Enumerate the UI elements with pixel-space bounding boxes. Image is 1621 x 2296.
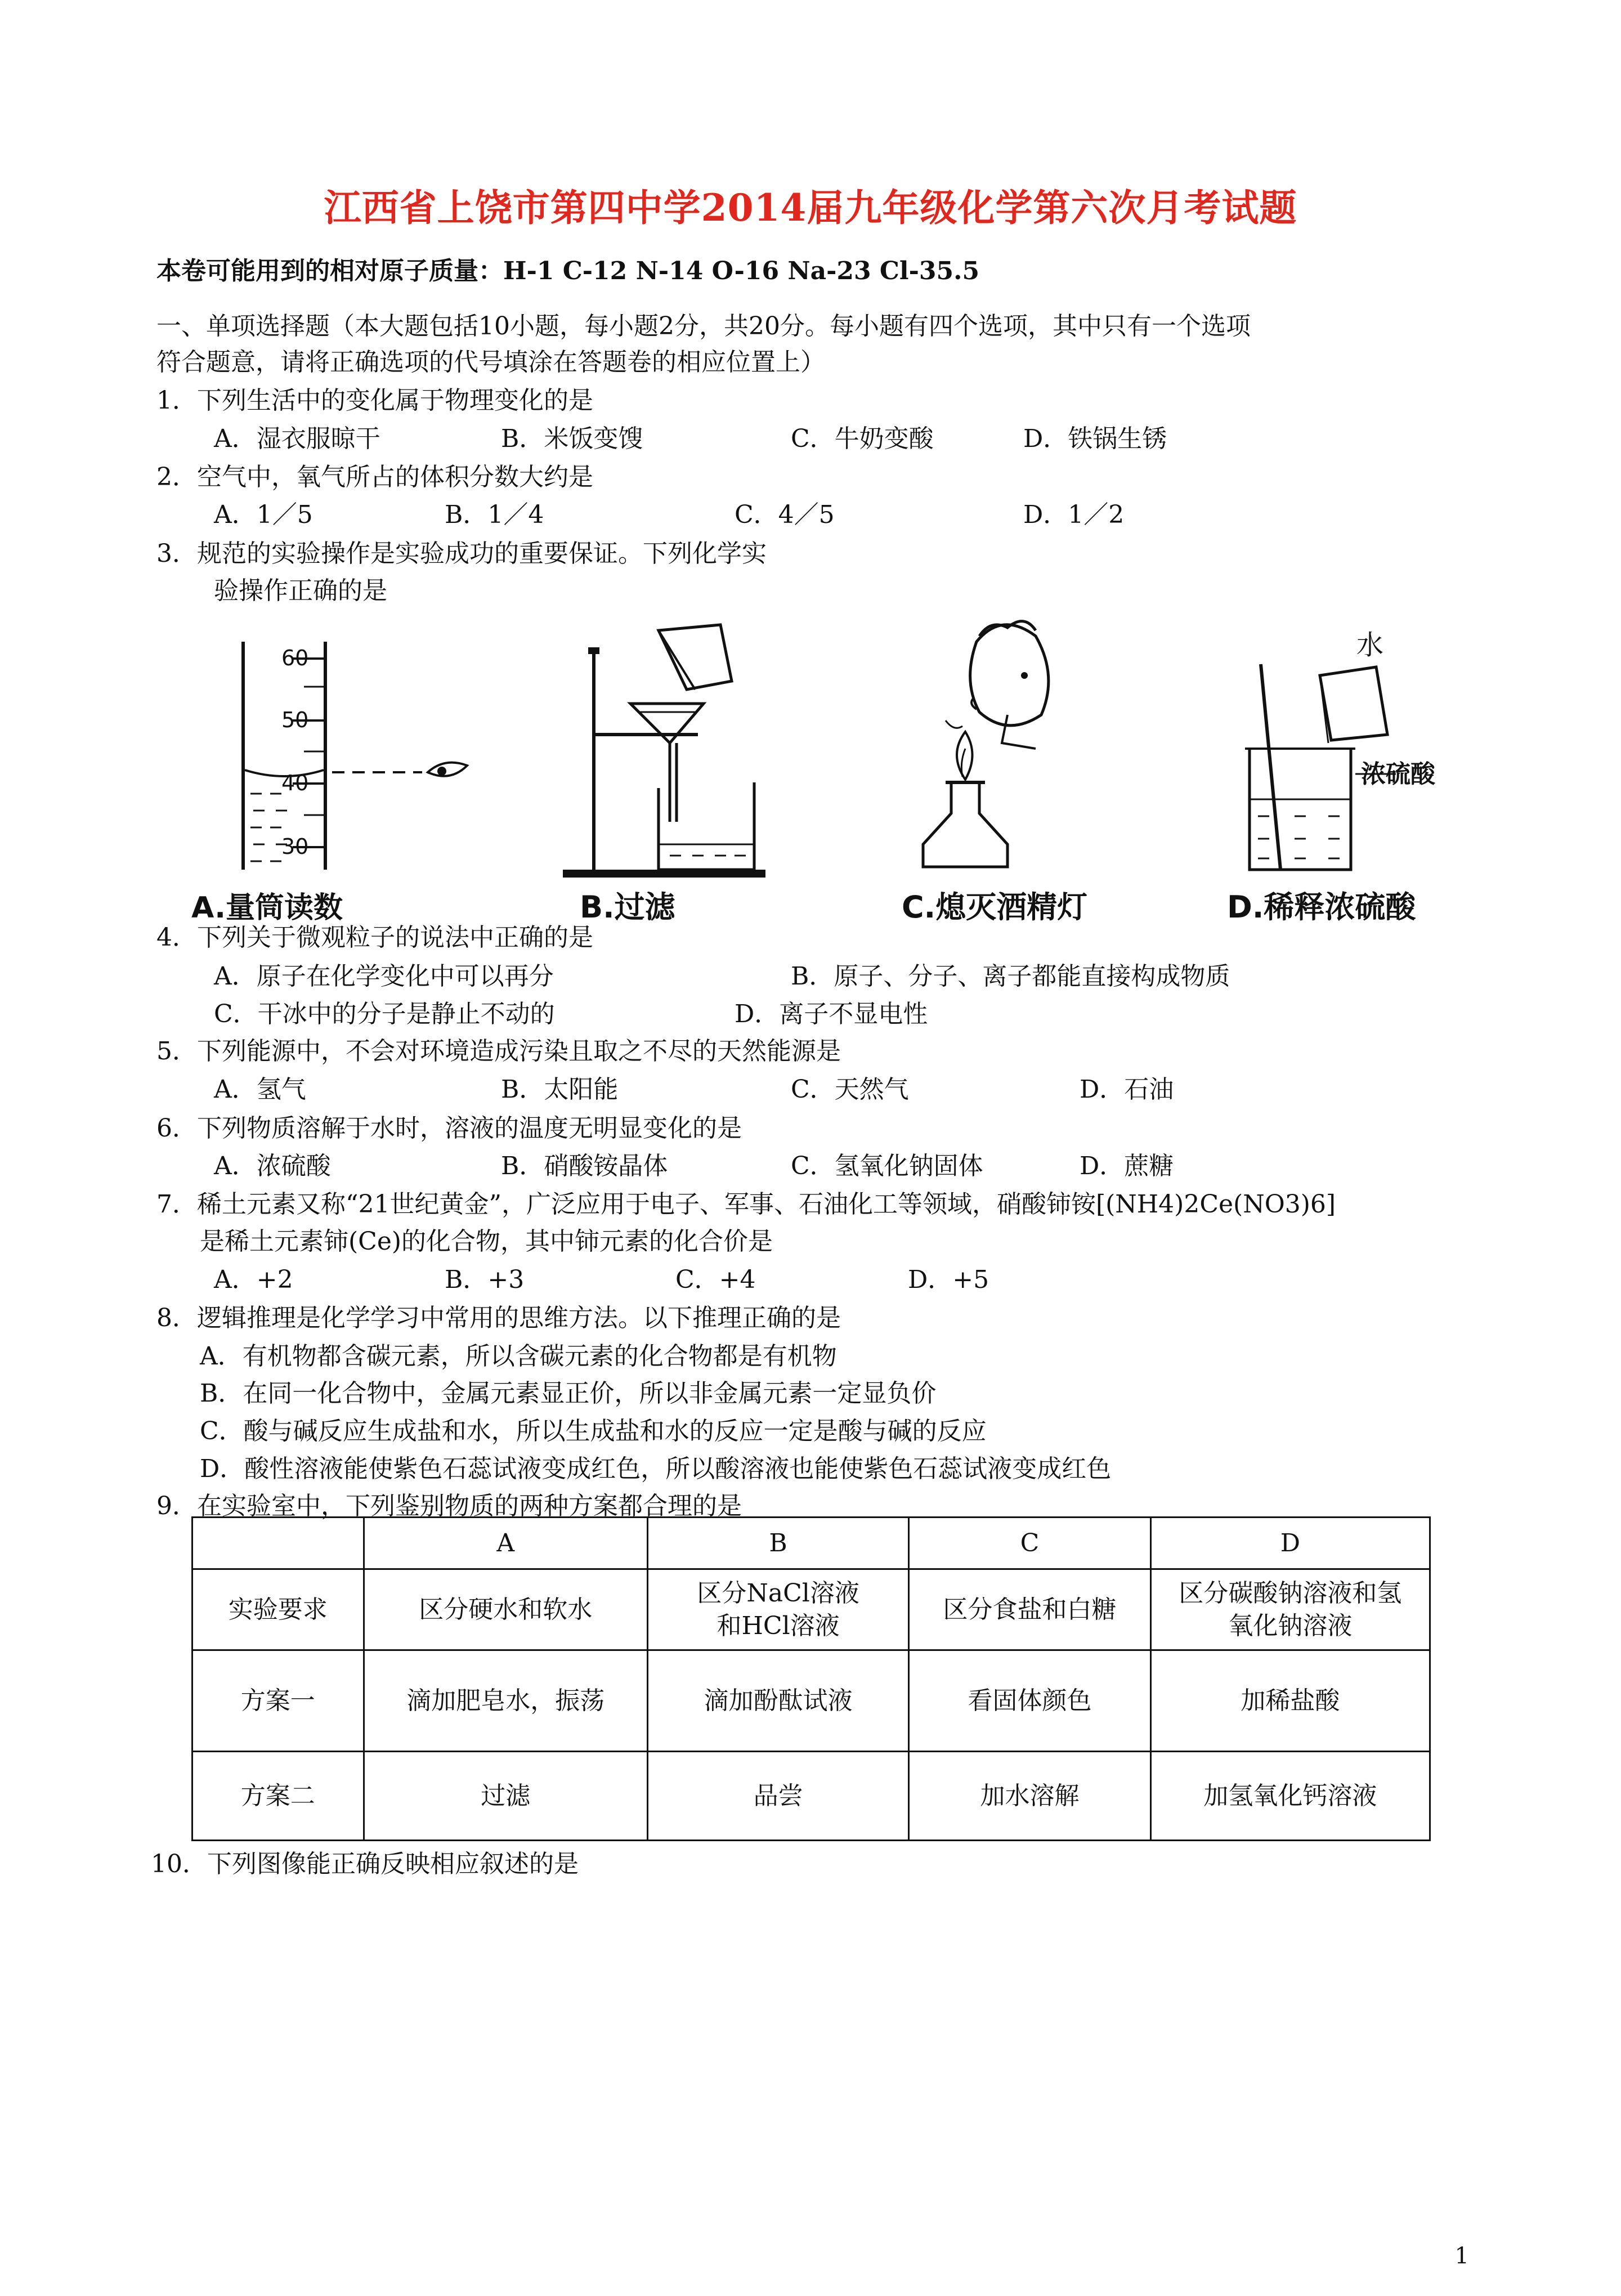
q6-option-d: D．蔗糖 (1080, 1152, 1174, 1180)
section-heading-line2: 符合题意，请将正确选项的代号填涂在答题卷的相应位置上） (156, 348, 825, 377)
q4-option-b: B．原子、分子、离子都能直接构成物质 (791, 962, 1230, 991)
q3-stem-line1: 3．规范的实验操作是实验成功的重要保证。下列化学实 (156, 539, 767, 568)
q7-stem-line1: 7．稀土元素又称“21世纪黄金”，广泛应用于电子、军事、石油化工等领域，硝酸铈铵[(NH4)2Ce(NO3)6] (156, 1190, 1336, 1219)
q3-caption-d: D.稀释浓硫酸 (1227, 889, 1416, 925)
table-cell: 滴加酚酞试液 (647, 1650, 908, 1752)
q8-option-a: A．有机物都含碳元素，所以含碳元素的化合物都是有机物 (200, 1342, 837, 1371)
acid-label: 浓硫酸 (1361, 760, 1435, 789)
table-cell: 过滤 (364, 1752, 647, 1841)
q3-caption-c: C.熄灭酒精灯 (902, 889, 1088, 925)
cylinder-tick-50: 50 (281, 708, 309, 732)
q1-stem: 1．下列生活中的变化属于物理变化的是 (156, 386, 593, 415)
table-cell: 品尝 (647, 1752, 908, 1841)
q5-option-c: C．天然气 (791, 1075, 909, 1104)
measuring-cylinder-figure (243, 642, 467, 870)
section-heading-line1: 一、单项选择题（本大题包括10小题，每小题2分，共20分。每小题有四个选项，其中只有一个选项 (156, 312, 1251, 341)
table-cell: 区分硬水和软水 (364, 1569, 647, 1650)
q7-option-c: C．+4 (675, 1265, 756, 1294)
q1-option-c: C．牛奶变酸 (791, 424, 934, 453)
q3-figures (191, 614, 1458, 940)
atomic-masses: 本卷可能用到的相对原子质量：H-1 C-12 N-14 O-16 Na-23 Cl-35.5 (156, 257, 980, 285)
alcohol-lamp-figure (923, 621, 1049, 867)
cylinder-tick-40: 40 (281, 771, 309, 795)
table-cell: 加稀盐酸 (1150, 1650, 1430, 1752)
table-cell: 看固体颜色 (909, 1650, 1150, 1752)
table-cell: 加氢氧化钙溶液 (1150, 1752, 1430, 1841)
q6-stem: 6．下列物质溶解于水时，溶液的温度无明显变化的是 (156, 1114, 742, 1143)
table-header-row (192, 1518, 1430, 1569)
q8-option-c: C．酸与碱反应生成盐和水，所以生成盐和水的反应一定是酸与碱的反应 (200, 1417, 987, 1445)
table-cell: 方案一 (192, 1650, 364, 1752)
q4-option-d: D．离子不显电性 (735, 1000, 928, 1028)
filtration-figure (563, 625, 765, 878)
q7-stem-line2: 是稀土元素铈(Ce)的化合物，其中铈元素的化合价是 (200, 1227, 773, 1256)
table-cell: 方案二 (192, 1752, 364, 1841)
q5-option-a: A．氢气 (214, 1075, 306, 1104)
table-cell (1150, 1569, 1430, 1650)
q2-option-b: B．1／4 (445, 500, 544, 529)
q5-option-b: B．太阳能 (501, 1075, 619, 1104)
q2-option-c: C．4／5 (735, 500, 835, 529)
q3-stem-line2: 验操作正确的是 (214, 576, 387, 605)
cylinder-tick-30: 30 (281, 834, 309, 859)
table-row (192, 1650, 1430, 1752)
q4-stem: 4．下列关于微观粒子的说法中正确的是 (156, 923, 593, 952)
q6-option-c: C．氢氧化钠固体 (791, 1152, 983, 1180)
q2-option-a: A．1／5 (214, 500, 313, 529)
table-cell: 区分食盐和白糖 (909, 1569, 1150, 1650)
table-cell (192, 1518, 364, 1569)
q7-option-a: A．+2 (214, 1265, 293, 1294)
table-row (192, 1569, 1430, 1650)
table-row (192, 1752, 1430, 1841)
q2-option-d: D．1／2 (1023, 500, 1125, 529)
cell-line: 区分碳酸钠溶液和氢 (1179, 1578, 1402, 1608)
q8-option-b: B．在同一化合物中，金属元素显正价，所以非金属元素一定显负价 (200, 1379, 937, 1408)
page-title: 江西省上饶市第四中学2014届九年级化学第六次月考试题 (324, 186, 1297, 230)
table-cell (647, 1569, 908, 1650)
q6-option-a: A．浓硫酸 (214, 1152, 331, 1180)
cell-line: 区分NaCl溶液 (697, 1578, 859, 1608)
cell-line: 和HCl溶液 (717, 1611, 840, 1640)
q10-stem: 10．下列图像能正确反映相应叙述的是 (151, 1850, 579, 1878)
q5-stem: 5．下列能源中，不会对环境造成污染且取之不尽的天然能源是 (156, 1037, 841, 1066)
table-cell: 加水溶解 (909, 1752, 1150, 1841)
q9-stem: 9．在实验室中，下列鉴别物质的两种方案都合理的是 (156, 1492, 742, 1520)
table-cell: A (364, 1518, 647, 1569)
q1-option-d: D．铁锅生锈 (1023, 424, 1167, 453)
table-cell: C (909, 1518, 1150, 1569)
q3-caption-b: B.过滤 (580, 889, 675, 925)
q6-option-b: B．硝酸铵晶体 (501, 1152, 668, 1180)
table-cell: 实验要求 (192, 1569, 364, 1650)
page-number: 1 (1454, 2243, 1469, 2269)
q7-option-b: B．+3 (445, 1265, 525, 1294)
q1-option-b: B．米饭变馊 (501, 424, 643, 453)
q4-option-c: C．干冰中的分子是静止不动的 (214, 1000, 555, 1028)
water-label: 水 (1356, 629, 1384, 661)
q9-table (191, 1516, 1431, 1841)
q3-caption-a: A.量筒读数 (191, 891, 343, 925)
q1-option-a: A．湿衣服晾干 (214, 424, 380, 453)
q4-option-a: A．原子在化学变化中可以再分 (214, 962, 554, 991)
q7-option-d: D．+5 (908, 1265, 989, 1294)
cell-line: 氧化钠溶液 (1228, 1611, 1353, 1640)
q2-stem: 2．空气中，氧气所占的体积分数大约是 (156, 463, 593, 491)
table-cell: 滴加肥皂水，振荡 (364, 1650, 647, 1752)
cylinder-tick-60: 60 (281, 646, 309, 670)
table-cell: B (647, 1518, 908, 1569)
dilution-figure (1245, 629, 1436, 870)
q8-stem: 8．逻辑推理是化学学习中常用的思维方法。以下推理正确的是 (156, 1304, 841, 1332)
q5-option-d: D．石油 (1080, 1075, 1174, 1104)
q8-option-d: D．酸性溶液能使紫色石蕊试液变成红色，所以酸溶液也能使紫色石蕊试液变成红色 (200, 1454, 1112, 1483)
table-cell: D (1150, 1518, 1430, 1569)
